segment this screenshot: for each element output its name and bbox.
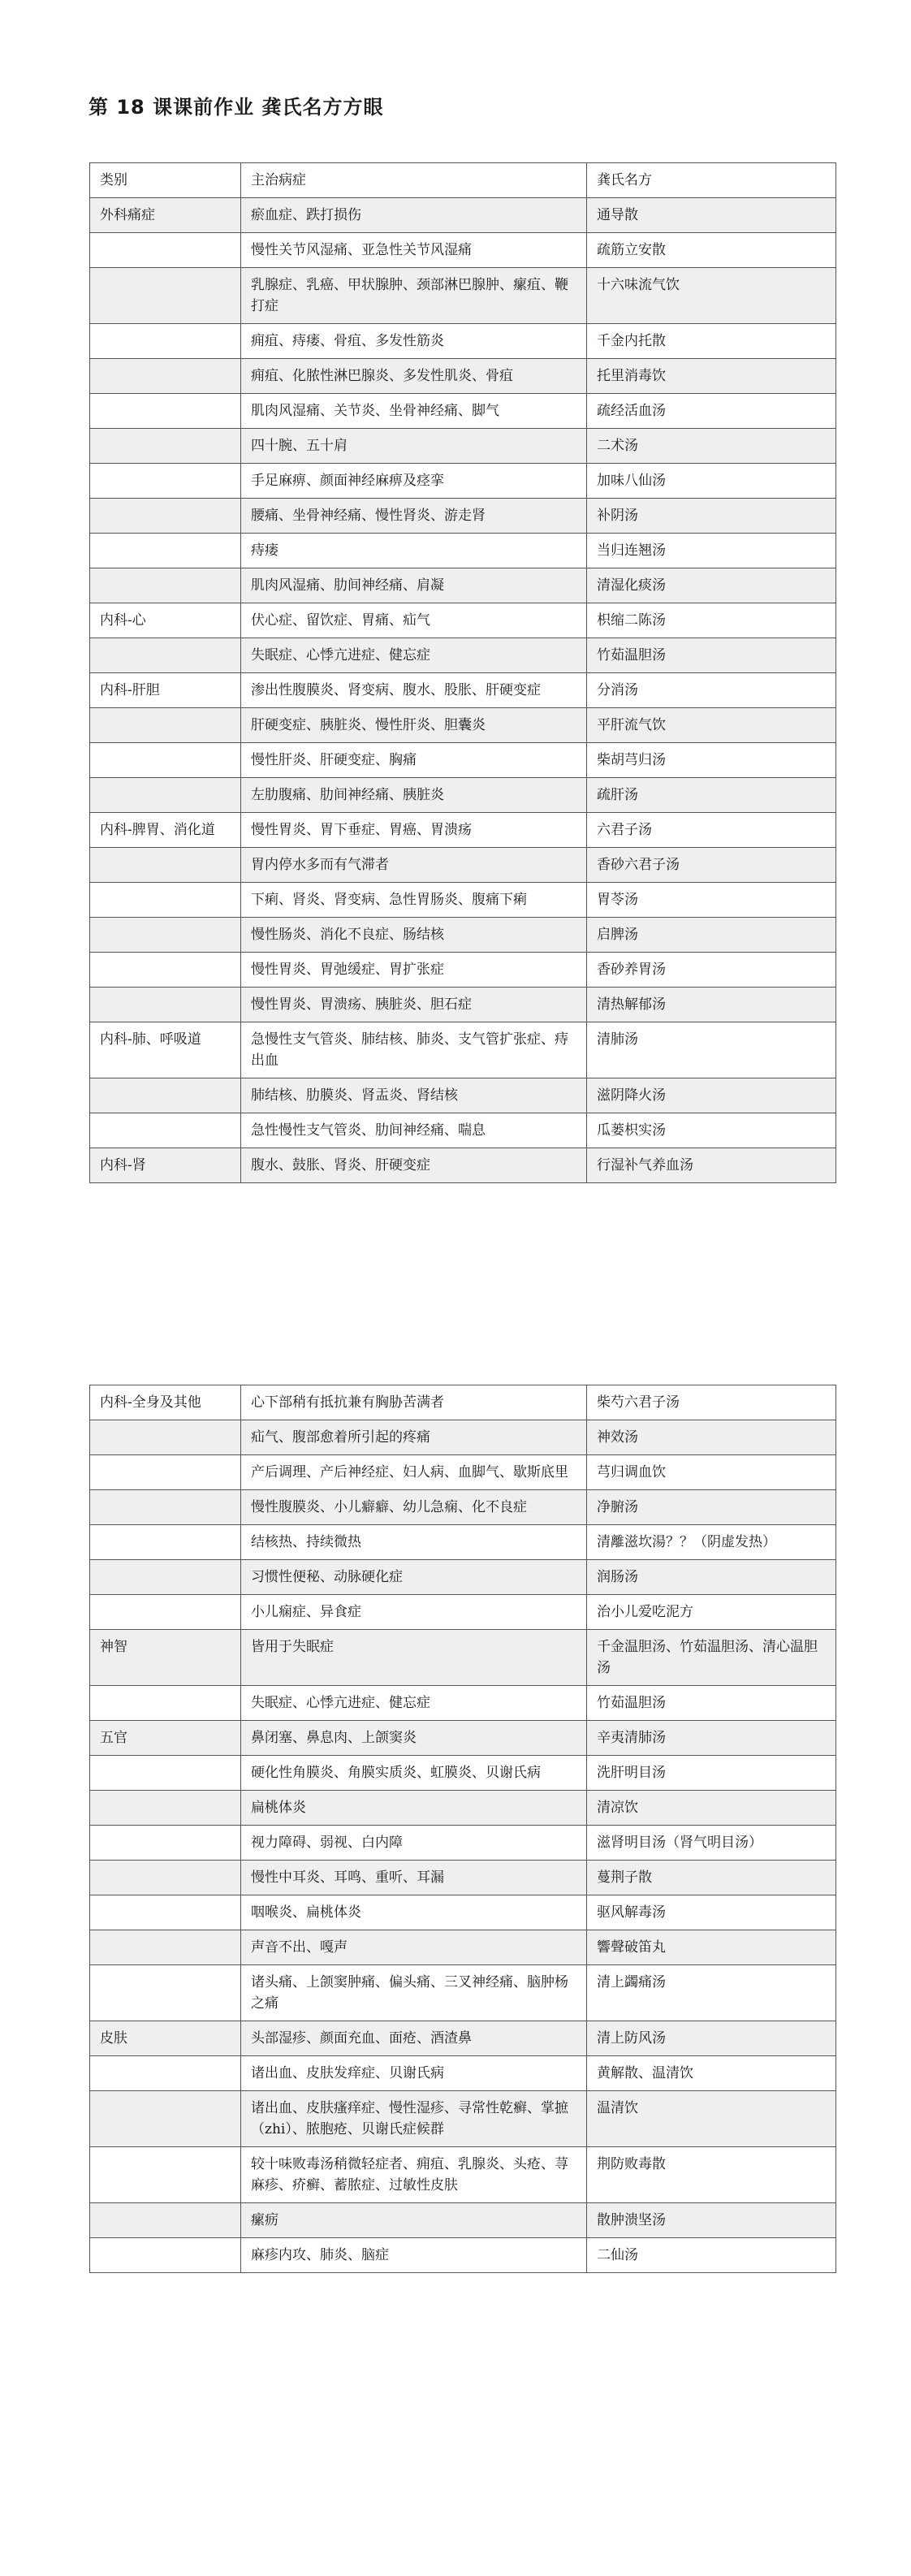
category-cell [90, 1455, 241, 1490]
table-row [90, 359, 836, 394]
category-cell [90, 883, 241, 918]
category-cell [90, 778, 241, 813]
formula-cell: 蔓荆子散 [587, 1861, 836, 1895]
formula-cell: 千金温胆汤、竹茹温胆汤、清心温胆汤 [587, 1630, 836, 1686]
table-row [90, 2238, 836, 2273]
category-cell [90, 429, 241, 464]
table-1-body [90, 163, 836, 1183]
indication-cell: 肌肉风湿痛、肋间神经痛、肩凝 [241, 568, 587, 603]
indication-cell: 肝硬变症、胰脏炎、慢性肝炎、胆囊炎 [241, 708, 587, 743]
table-row [90, 233, 836, 268]
formula-cell: 平肝流气饮 [587, 708, 836, 743]
formula-cell: 当归连翘汤 [587, 534, 836, 568]
indication-cell: 痈疽、痔瘘、骨疽、多发性筋炎 [241, 324, 587, 359]
table-row [90, 708, 836, 743]
formula-cell: 滋阴降火汤 [587, 1078, 836, 1113]
category-cell: 内科-全身及其他 [90, 1385, 241, 1420]
formula-cell: 通导散 [587, 198, 836, 233]
category-cell [90, 268, 241, 324]
table-row [90, 1686, 836, 1721]
category-cell [90, 1420, 241, 1455]
indication-cell: 鼻闭塞、鼻息肉、上颌窦炎 [241, 1721, 587, 1756]
table-row [90, 1420, 836, 1455]
formula-cell: 散肿溃坚汤 [587, 2203, 836, 2238]
table-row [90, 429, 836, 464]
indication-cell: 习惯性便秘、动脉硬化症 [241, 1560, 587, 1595]
category-cell: 内科-肺、呼吸道 [90, 1022, 241, 1078]
formula-cell: 竹茹温胆汤 [587, 638, 836, 673]
table-row [90, 1861, 836, 1895]
indication-cell: 慢性胃炎、胃弛缓症、胃扩张症 [241, 953, 587, 988]
category-cell [90, 1756, 241, 1791]
table-row [90, 743, 836, 778]
table-row [90, 534, 836, 568]
header-indication-cell: 主治病症 [241, 163, 587, 198]
indication-cell: 头部湿疹、颜面充血、面疮、酒渣鼻 [241, 2021, 587, 2056]
table-row [90, 1756, 836, 1791]
indication-cell: 视力障碍、弱视、白内障 [241, 1826, 587, 1861]
table-row [90, 1455, 836, 1490]
category-cell [90, 499, 241, 534]
category-cell [90, 1490, 241, 1525]
table-row [90, 918, 836, 953]
remedy-table-1 [89, 162, 836, 1183]
formula-cell: 托里消毒饮 [587, 359, 836, 394]
formula-cell: 二术汤 [587, 429, 836, 464]
indication-cell: 下痢、肾炎、肾变病、急性胃肠炎、腹痛下痢 [241, 883, 587, 918]
formula-cell: 響聲破笛丸 [587, 1930, 836, 1965]
category-cell [90, 1113, 241, 1148]
formula-cell: 润肠汤 [587, 1560, 836, 1595]
header-category-cell: 类别 [90, 163, 241, 198]
formula-cell: 十六味流气饮 [587, 268, 836, 324]
indication-cell: 慢性胃炎、胃下垂症、胃癌、胃溃疡 [241, 813, 587, 848]
formula-cell: 洗肝明目汤 [587, 1756, 836, 1791]
formula-cell: 神效汤 [587, 1420, 836, 1455]
indication-cell: 肺结核、肋膜炎、肾盂炎、肾结核 [241, 1078, 587, 1113]
table-row [90, 268, 836, 324]
formula-cell: 荆防败毒散 [587, 2147, 836, 2203]
formula-cell: 竹茹温胆汤 [587, 1686, 836, 1721]
table-row [90, 394, 836, 429]
formula-cell: 行湿补气养血汤 [587, 1148, 836, 1183]
indication-cell: 乳腺症、乳癌、甲状腺肿、颈部淋巴腺肿、瘰疽、鞭打症 [241, 268, 587, 324]
table-row [90, 813, 836, 848]
category-cell [90, 1861, 241, 1895]
category-cell [90, 988, 241, 1022]
category-cell: 内科-肾 [90, 1148, 241, 1183]
table-row [90, 1630, 836, 1686]
formula-cell: 清上防风汤 [587, 2021, 836, 2056]
category-cell [90, 1560, 241, 1595]
table-row [90, 1113, 836, 1148]
indication-cell: 小儿痫症、异食症 [241, 1595, 587, 1630]
category-cell: 神智 [90, 1630, 241, 1686]
indication-cell: 声音不出、嘎声 [241, 1930, 587, 1965]
table-row [90, 883, 836, 918]
category-cell [90, 1965, 241, 2021]
table-row [90, 1560, 836, 1595]
table-row [90, 603, 836, 638]
table-row [90, 1965, 836, 2021]
formula-cell: 黄解散、温清饮 [587, 2056, 836, 2091]
indication-cell: 慢性胃炎、胃溃疡、胰脏炎、胆石症 [241, 988, 587, 1022]
category-cell [90, 464, 241, 499]
indication-cell: 皆用于失眠症 [241, 1630, 587, 1686]
indication-cell: 瘰疬 [241, 2203, 587, 2238]
indication-cell: 疝气、腹部愈着所引起的疼痛 [241, 1420, 587, 1455]
category-cell [90, 2238, 241, 2273]
formula-cell: 六君子汤 [587, 813, 836, 848]
table-header-row [90, 163, 836, 198]
formula-cell: 香砂六君子汤 [587, 848, 836, 883]
table-row [90, 1721, 836, 1756]
category-cell [90, 568, 241, 603]
indication-cell: 急慢性支气管炎、肺结核、肺炎、支气管扩张症、痔出血 [241, 1022, 587, 1078]
category-cell: 内科-脾胃、消化道 [90, 813, 241, 848]
formula-cell: 驱风解毒汤 [587, 1895, 836, 1930]
category-cell [90, 1686, 241, 1721]
page-title: 第 18 课课前作业 龚氏名方方眼 [89, 96, 384, 119]
formula-cell: 分消汤 [587, 673, 836, 708]
formula-cell: 柴胡芎归汤 [587, 743, 836, 778]
indication-cell: 慢性肠炎、消化不良症、肠结核 [241, 918, 587, 953]
formula-cell: 千金内托散 [587, 324, 836, 359]
table-row [90, 568, 836, 603]
table-2-body [90, 1385, 836, 2273]
formula-cell: 治小儿爱吃泥方 [587, 1595, 836, 1630]
category-cell: 五官 [90, 1721, 241, 1756]
indication-cell: 慢性腹膜炎、小儿癖癖、幼儿急痫、化不良症 [241, 1490, 587, 1525]
category-cell [90, 324, 241, 359]
indication-cell: 肌肉风湿痛、关节炎、坐骨神经痛、脚气 [241, 394, 587, 429]
formula-cell: 清離滋坎湯？？（阴虚发热） [587, 1525, 836, 1560]
formula-cell: 二仙汤 [587, 2238, 836, 2273]
formula-cell: 柴芍六君子汤 [587, 1385, 836, 1420]
formula-cell: 枳缩二陈汤 [587, 603, 836, 638]
formula-cell: 疏经活血汤 [587, 394, 836, 429]
category-cell [90, 1525, 241, 1560]
indication-cell: 左肋腹痛、肋间神经痛、胰脏炎 [241, 778, 587, 813]
table-row [90, 499, 836, 534]
category-cell [90, 743, 241, 778]
table-row [90, 953, 836, 988]
formula-cell: 胃苓汤 [587, 883, 836, 918]
formula-cell: 温清饮 [587, 2091, 836, 2147]
table-row [90, 1022, 836, 1078]
table-row [90, 1895, 836, 1930]
indication-cell: 硬化性角膜炎、角膜实质炎、虹膜炎、贝谢氏病 [241, 1756, 587, 1791]
remedy-table-2 [89, 1385, 836, 2273]
indication-cell: 痈疽、化脓性淋巴腺炎、多发性肌炎、骨疽 [241, 359, 587, 394]
category-cell [90, 953, 241, 988]
formula-cell: 清肺汤 [587, 1022, 836, 1078]
table-row [90, 1148, 836, 1183]
indication-cell: 慢性中耳炎、耳鸣、重听、耳漏 [241, 1861, 587, 1895]
formula-cell: 净腑汤 [587, 1490, 836, 1525]
table-row [90, 848, 836, 883]
indication-cell: 慢性肝炎、肝硬变症、胸痛 [241, 743, 587, 778]
formula-cell: 清热解郁汤 [587, 988, 836, 1022]
formula-cell: 疏筋立安散 [587, 233, 836, 268]
indication-cell: 产后调理、产后神经症、妇人病、血脚气、歇斯底里 [241, 1455, 587, 1490]
table-row [90, 1930, 836, 1965]
table-row [90, 1078, 836, 1113]
category-cell [90, 918, 241, 953]
indication-cell: 心下部稍有抵抗兼有胸胁苦满者 [241, 1385, 587, 1420]
table-row [90, 2203, 836, 2238]
formula-cell: 清湿化痰汤 [587, 568, 836, 603]
category-cell: 外科痛症 [90, 198, 241, 233]
category-cell [90, 708, 241, 743]
category-cell: 内科-肝胆 [90, 673, 241, 708]
table-row [90, 324, 836, 359]
table-row [90, 198, 836, 233]
indication-cell: 四十腕、五十肩 [241, 429, 587, 464]
category-cell [90, 1791, 241, 1826]
indication-cell: 诸出血、皮肤发痒症、贝谢氏病 [241, 2056, 587, 2091]
indication-cell: 较十味败毒汤稍微轻症者、痈疽、乳腺炎、头疮、荨麻疹、疥癣、蓄脓症、过敏性皮肤 [241, 2147, 587, 2203]
category-cell [90, 2056, 241, 2091]
indication-cell: 咽喉炎、扁桃体炎 [241, 1895, 587, 1930]
table-row [90, 2147, 836, 2203]
table-row [90, 2091, 836, 2147]
table-row [90, 1490, 836, 1525]
category-cell [90, 2203, 241, 2238]
category-cell [90, 1895, 241, 1930]
indication-cell: 麻疹内攻、肺炎、脑症 [241, 2238, 587, 2273]
indication-cell: 失眠症、心悸亢进症、健忘症 [241, 638, 587, 673]
indication-cell: 渗出性腹膜炎、肾变病、腹水、股胀、肝硬变症 [241, 673, 587, 708]
category-cell [90, 359, 241, 394]
category-cell: 皮肤 [90, 2021, 241, 2056]
table-row [90, 2021, 836, 2056]
category-cell [90, 534, 241, 568]
indication-cell: 伏心症、留饮症、胃痛、疝气 [241, 603, 587, 638]
category-cell [90, 638, 241, 673]
indication-cell: 失眠症、心悸亢进症、健忘症 [241, 1686, 587, 1721]
table-row [90, 464, 836, 499]
formula-cell: 芎归调血饮 [587, 1455, 836, 1490]
indication-cell: 诸出血、皮肤瘙痒症、慢性湿疹、寻常性乾癣、掌摭（zhi）、脓胞疮、贝谢氏症候群 [241, 2091, 587, 2147]
formula-cell: 补阴汤 [587, 499, 836, 534]
formula-cell: 加味八仙汤 [587, 464, 836, 499]
table-row [90, 1525, 836, 1560]
table-row [90, 778, 836, 813]
category-cell [90, 1595, 241, 1630]
indication-cell: 腰痛、坐骨神经痛、慢性肾炎、游走肾 [241, 499, 587, 534]
table-row [90, 1595, 836, 1630]
indication-cell: 急性慢性支气管炎、肋间神经痛、喘息 [241, 1113, 587, 1148]
category-cell [90, 2147, 241, 2203]
indication-cell: 腹水、鼓胀、肾炎、肝硬变症 [241, 1148, 587, 1183]
category-cell [90, 848, 241, 883]
formula-cell: 清凉饮 [587, 1791, 836, 1826]
category-cell [90, 233, 241, 268]
indication-cell: 手足麻痹、颜面神经麻痹及痉挛 [241, 464, 587, 499]
category-cell [90, 394, 241, 429]
category-cell: 内科-心 [90, 603, 241, 638]
table-row [90, 988, 836, 1022]
indication-cell: 慢性关节风湿痛、亚急性关节风湿痛 [241, 233, 587, 268]
category-cell [90, 1930, 241, 1965]
category-cell [90, 1826, 241, 1861]
table-row [90, 673, 836, 708]
indication-cell: 诸头痛、上颌窦肿痛、偏头痛、三叉神经痛、脑肿杨之痛 [241, 1965, 587, 2021]
table-row [90, 1826, 836, 1861]
formula-cell: 香砂养胃汤 [587, 953, 836, 988]
formula-cell: 辛夷清肺汤 [587, 1721, 836, 1756]
formula-cell: 瓜蒌枳实汤 [587, 1113, 836, 1148]
indication-cell: 痔瘘 [241, 534, 587, 568]
formula-cell: 启脾汤 [587, 918, 836, 953]
table-row [90, 1791, 836, 1826]
category-cell [90, 2091, 241, 2147]
formula-cell: 疏肝汤 [587, 778, 836, 813]
indication-cell: 结核热、持续微热 [241, 1525, 587, 1560]
table-row [90, 638, 836, 673]
formula-cell: 滋肾明目汤（肾气明目汤） [587, 1826, 836, 1861]
table-row [90, 1385, 836, 1420]
table-row [90, 2056, 836, 2091]
header-formula-cell: 龚氏名方 [587, 163, 836, 198]
indication-cell: 胃内停水多而有气滞者 [241, 848, 587, 883]
category-cell [90, 1078, 241, 1113]
formula-cell: 清上蠲痛汤 [587, 1965, 836, 2021]
indication-cell: 扁桃体炎 [241, 1791, 587, 1826]
indication-cell: 瘀血症、跌打损伤 [241, 198, 587, 233]
